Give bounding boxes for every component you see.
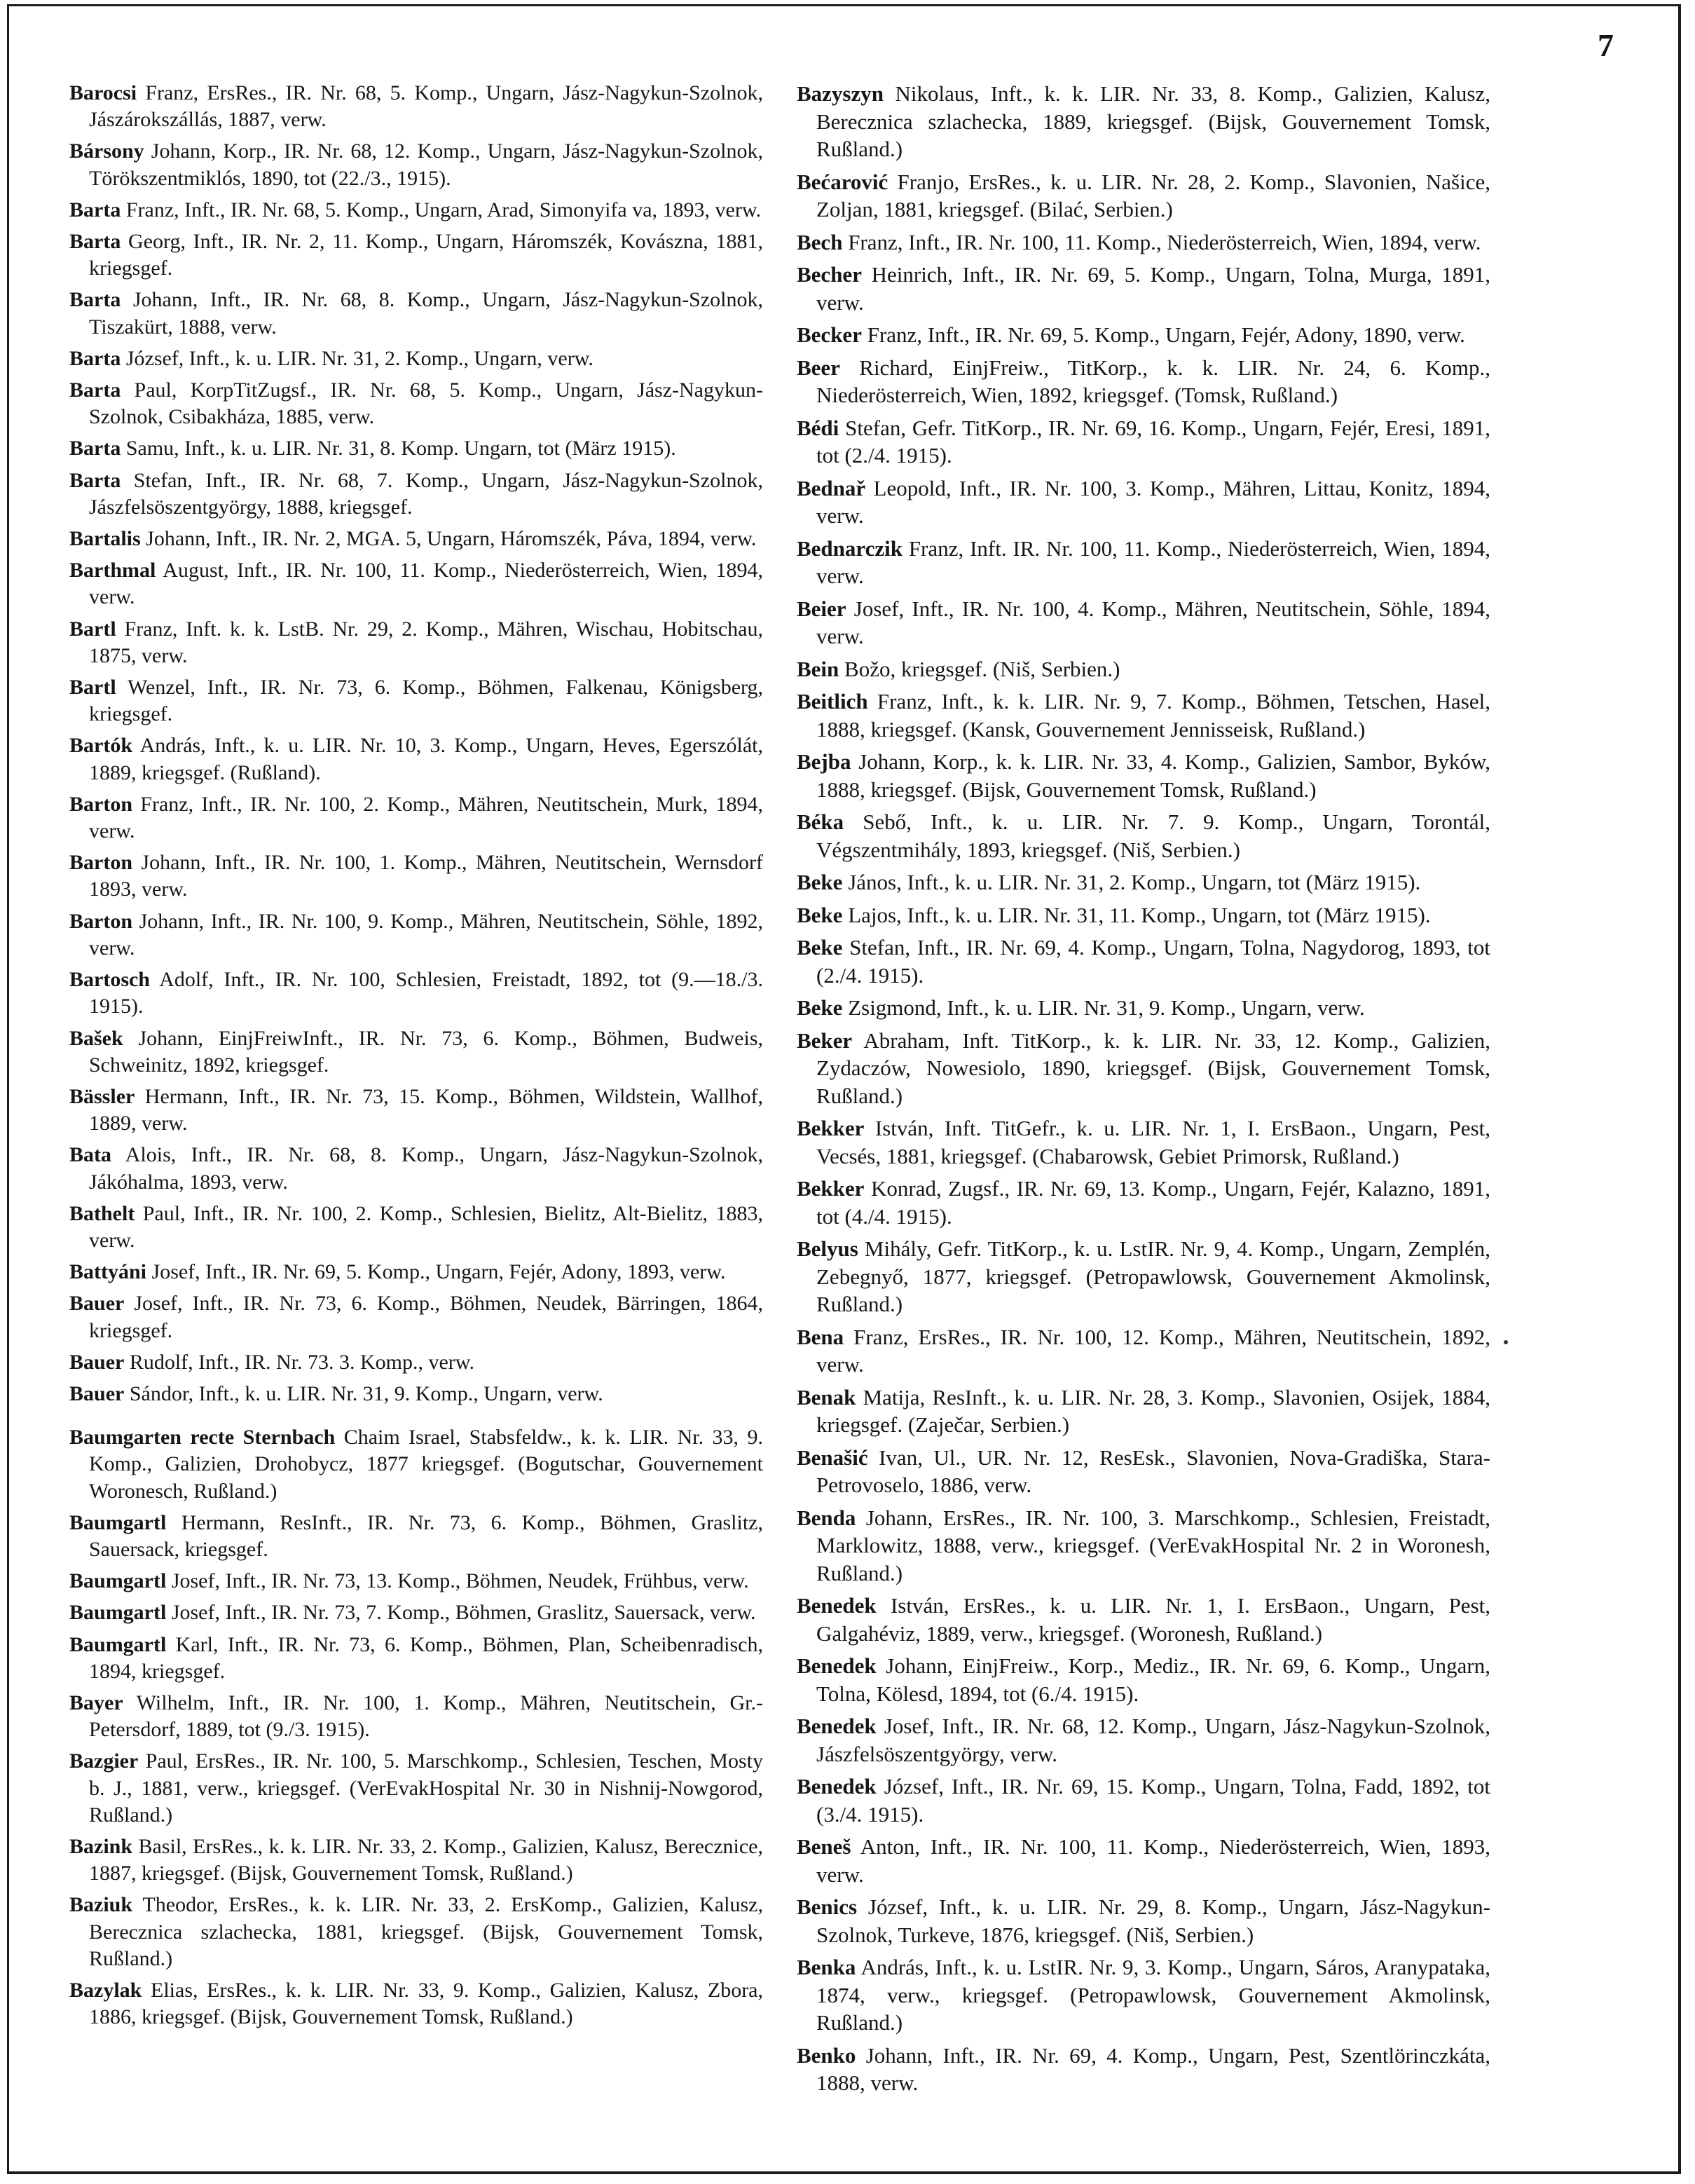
entry-details: András, Inft., k. u. LstIR. Nr. 9, 3. Komp., Ungarn, Sáros, Aranypataka, 1874, verw., kriegsgef. (Petropawlowsk, Gouvernement Akmolinsk, Rußland.) <box>816 1955 1490 2035</box>
entry-surname: Belyus <box>797 1236 858 1261</box>
entry-surname: Bazgier <box>69 1749 139 1773</box>
entry-surname: Bech <box>797 229 843 254</box>
register-entry <box>69 197 763 224</box>
entry-details: Hermann, Inft., IR. Nr. 73, 15. Komp., Böhmen, Wildstein, Wallhof, 1889, verw. <box>89 1084 763 1135</box>
entry-surname: Beke <box>797 870 843 894</box>
entry-surname: Benedek <box>797 1593 877 1618</box>
register-entry <box>69 1510 763 1563</box>
register-entry <box>69 1892 763 1972</box>
entry-surname: Barta <box>69 288 121 312</box>
entry-surname: Benedek <box>797 1774 877 1799</box>
register-entry <box>797 748 1490 803</box>
entry-details: András, Inft., k. u. LIR. Nr. 10, 3. Komp., Ungarn, Heves, Egerszólát, 1889, kriegsgef. (Rußland). <box>89 734 763 784</box>
register-entry <box>69 435 763 462</box>
entry-details: Heinrich, Inft., IR. Nr. 69, 5. Komp., Ungarn, Tolna, Murga, 1891, verw. <box>816 262 1490 315</box>
entry-details: Josef, Inft., IR. Nr. 73, 7. Komp., Böhmen, Graslitz, Sauersack, verw. <box>166 1601 756 1625</box>
entry-details: Josef, Inft., IR. Nr. 73, 6. Komp., Böhmen, Neudek, Bärringen, 1864, kriegsgef. <box>89 1292 763 1342</box>
entry-surname: Beitlich <box>797 689 868 714</box>
entry-surname: Barta <box>69 437 121 460</box>
register-entry <box>69 1834 763 1887</box>
entry-details: Chaim Israel, Stabsfeldw., k. k. LIR. Nr. 33, 9. Komp., Galizien, Drohobycz, 1877 kriegsgef. (Bogutschar, Gouvernement Woronesch, Rußland.) <box>89 1426 763 1503</box>
entry-surname: Beneš <box>797 1834 851 1859</box>
entry-details: Franz, Inft. k. k. LstB. Nr. 29, 2. Komp., Mähren, Wischau, Hobitschau, 1875, verw. <box>89 617 763 667</box>
register-entry <box>69 732 763 786</box>
register-entry <box>797 901 1490 929</box>
entry-details: Stefan, Inft., IR. Nr. 68, 7. Komp., Ungarn, Jász-Nagykun-Szolnok, Jászfelsöszentgyörgy, 1888, kriegsgef. <box>89 468 763 519</box>
entry-surname: Bauer <box>69 1381 125 1405</box>
register-entry <box>797 868 1490 896</box>
register-entry <box>797 1444 1490 1499</box>
register-entry <box>69 80 763 133</box>
entry-details: Josef, Inft., IR. Nr. 68, 12. Komp., Ungarn, Jász-Nagykun-Szolnok, Jászfelsöszentgyörgy, verw. <box>816 1714 1490 1766</box>
register-entry <box>797 1893 1490 1948</box>
entry-details: Nikolaus, Inft., k. k. LIR. Nr. 33, 8. Komp., Galizien, Kalusz, Berecznica szlachecka, 1889, kriegsgef. (Bijsk, Gouvernement Tomsk, Rußland.) <box>816 81 1490 161</box>
register-entry <box>797 655 1490 683</box>
entry-surname: Bein <box>797 656 839 681</box>
entry-details: Johann, EinjFreiw., Korp., Mediz., IR. Nr. 69, 6. Komp., Ungarn, Tolna, Kölesd, 1894, tot (6./4. 1915). <box>816 1653 1490 1706</box>
left-column <box>69 80 763 2035</box>
register-entry <box>69 138 763 191</box>
register-entry <box>797 414 1490 470</box>
entry-surname: Bećarović <box>797 169 888 194</box>
entry-surname: Bazylak <box>69 1979 142 2002</box>
entry-details: Richard, EinjFreiw., TitKorp., k. k. LIR. Nr. 24, 6. Komp., Niederösterreich, Wien, 1892, kriegsgef. (Tomsk, Rußland.) <box>816 355 1490 407</box>
entry-details: Alois, Inft., IR. Nr. 68, 8. Komp., Ungarn, Jász-Nagykun-Szolnok, Jákóhalma, 1893, verw. <box>89 1143 763 1194</box>
entry-details: Franz, Inft., IR. Nr. 100, 11. Komp., Niederösterreich, Wien, 1894, verw. <box>842 229 1481 254</box>
entry-surname: Beke <box>797 902 843 927</box>
entry-details: Adolf, Inft., IR. Nr. 100, Schlesien, Freistadt, 1892, tot (9.—18./3. 1915). <box>89 968 763 1018</box>
entry-surname: Barta <box>69 198 121 221</box>
entry-details: Josef, Inft., IR. Nr. 69, 5. Komp., Ungarn, Fejér, Adony, 1893, verw. <box>146 1260 726 1284</box>
register-entry <box>797 1592 1490 1647</box>
entry-surname: Bazink <box>69 1834 133 1858</box>
register-entry <box>797 1773 1490 1828</box>
entry-details: Franz, Inft. IR. Nr. 100, 11. Komp., Niederösterreich, Wien, 1894, verw. <box>816 535 1490 588</box>
entry-details: Johann, ErsRes., IR. Nr. 100, 3. Marschkomp., Schlesien, Freistadt, Marklowitz, 1888, verw., kriegsgef. (VerEvakHospital Nr. 2 in Woronesh, Rußland.) <box>816 1505 1490 1585</box>
register-entry <box>69 1599 763 1626</box>
register-entry <box>797 688 1490 743</box>
entry-surname: Bejba <box>797 749 851 774</box>
entry-details: Franz, ErsRes., IR. Nr. 68, 5. Komp., Ungarn, Jász-Nagykun-Szolnok, Jászárokszállás, 1887, verw. <box>89 81 763 132</box>
register-entry <box>69 1977 763 2031</box>
entry-details: Franz, Inft., k. k. LIR. Nr. 9, 7. Komp., Böhmen, Tetschen, Hasel, 1888, kriegsgef. (Kansk, Gouvernement Jennisseisk, Rußland.) <box>816 689 1490 742</box>
register-entry <box>69 1025 763 1079</box>
register-entry <box>69 1568 763 1595</box>
register-entry <box>69 616 763 669</box>
register-entry <box>69 791 763 845</box>
register-entry <box>797 535 1490 590</box>
entry-details: István, Inft. TitGefr., k. u. LIR. Nr. 1, I. ErsBaon., Ungarn, Pest, Vecsés, 1881, kriegsgef. (Chabarowsk, Gebiet Primorsk, Rußland.) <box>816 1116 1490 1168</box>
entry-surname: Bartl <box>69 617 116 641</box>
entry-surname: Benda <box>797 1505 856 1530</box>
entry-details: Lajos, Inft., k. u. LIR. Nr. 31, 11. Komp., Ungarn, tot (März 1915). <box>842 902 1431 927</box>
entry-surname: Baumgartl <box>69 1601 167 1625</box>
register-entry <box>69 908 763 962</box>
entry-surname: Becker <box>797 322 862 347</box>
entry-surname: Barta <box>69 230 121 254</box>
entry-details: Konrad, Zugsf., IR. Nr. 69, 13. Komp., Ungarn, Fejér, Kalazno, 1891, tot (4./4. 1915). <box>816 1176 1490 1229</box>
entry-surname: Bauer <box>69 1292 125 1316</box>
register-entry <box>797 321 1490 349</box>
entry-surname: Bazyszyn <box>797 81 884 106</box>
entry-surname: Barta <box>69 378 121 402</box>
register-entry <box>797 80 1490 163</box>
entry-details: István, ErsRes., k. u. LIR. Nr. 1, I. ErsBaon., Ungarn, Pest, Galgahéviz, 1889, verw., kriegsgef. (Woronesh, Rußland.) <box>816 1593 1490 1646</box>
entry-details: Hermann, ResInft., IR. Nr. 73, 6. Komp., Böhmen, Graslitz, Sauersack, kriegsgef. <box>89 1510 763 1561</box>
entry-details: Johann, Inft., IR. Nr. 100, 1. Komp., Mähren, Neutitschein, Wernsdorf 1893, verw. <box>89 851 763 901</box>
entry-details: János, Inft., k. u. LIR. Nr. 31, 2. Komp., Ungarn, tot (März 1915). <box>842 870 1421 894</box>
register-entry <box>797 934 1490 989</box>
entry-surname: Baumgartl <box>69 1510 167 1534</box>
register-entry <box>69 1632 763 1685</box>
register-entry <box>69 967 763 1020</box>
register-entry <box>69 557 763 610</box>
entry-details: Karl, Inft., IR. Nr. 73, 6. Komp., Böhmen, Plan, Scheibenradisch, 1894, kriegsgef. <box>89 1632 763 1683</box>
entry-details: Josef, Inft., IR. Nr. 100, 4. Komp., Mähren, Neutitschein, Söhle, 1894, verw. <box>816 596 1490 648</box>
entry-surname: Bartosch <box>69 968 150 992</box>
register-entry <box>69 1201 763 1254</box>
entry-surname: Benašić <box>797 1445 868 1470</box>
entry-details: Leopold, Inft., IR. Nr. 100, 3. Komp., Mähren, Littau, Konitz, 1894, verw. <box>816 475 1490 528</box>
entry-surname: Bartók <box>69 734 132 758</box>
entry-surname: Bena <box>797 1324 844 1349</box>
entry-details: Paul, Inft., IR. Nr. 100, 2. Komp., Schlesien, Bielitz, Alt-Bielitz, 1883, verw. <box>89 1201 763 1252</box>
entry-details: Matija, ResInft., k. u. LIR. Nr. 28, 3. Komp., Slavonien, Osijek, 1884, kriegsgef. (Zaječar, Serbien.) <box>816 1384 1490 1437</box>
register-entry <box>797 595 1490 650</box>
entry-details: Johann, Inft., IR. Nr. 2, MGA. 5, Ungarn, Háromszék, Páva, 1894, verw. <box>140 527 757 551</box>
entry-surname: Bédi <box>797 415 839 440</box>
entry-details: Franz, Inft., IR. Nr. 100, 2. Komp., Mähren, Neutitschein, Murk, 1894, verw. <box>89 792 763 843</box>
entry-details: Božo, kriegsgef. (Niš, Serbien.) <box>839 656 1120 681</box>
entry-surname: Barthmal <box>69 559 156 582</box>
entry-details: Franz, Inft., IR. Nr. 69, 5. Komp., Ungarn, Fejér, Adony, 1890, verw. <box>861 322 1465 347</box>
entry-details: Johann, EinjFreiwInft., IR. Nr. 73, 6. Komp., Böhmen, Budweis, Schweinitz, 1892, kriegsgef. <box>89 1026 763 1077</box>
entry-details: Johann, Korp., k. k. LIR. Nr. 33, 4. Komp., Galizien, Sambor, Byków, 1888, kriegsgef. (Bijsk, Gouvernement Tomsk, Rußland.) <box>816 749 1490 802</box>
register-entry <box>69 1424 763 1505</box>
register-entry <box>69 228 763 282</box>
register-entry <box>69 674 763 728</box>
entry-surname: Beer <box>797 355 840 380</box>
entry-details: Stefan, Inft., IR. Nr. 69, 4. Komp., Ungarn, Tolna, Nagydorog, 1893, tot (2./4. 1915). <box>816 935 1490 988</box>
entry-details: Paul, KorpTitZugsf., IR. Nr. 68, 5. Komp., Ungarn, Jász-Nagykun-Szolnok, Csibakháza, 1885, verw. <box>89 378 763 429</box>
entry-surname: Bauer <box>69 1350 125 1374</box>
entry-surname: Bata <box>69 1143 111 1167</box>
entry-surname: Bekker <box>797 1116 865 1140</box>
entry-details: August, Inft., IR. Nr. 100, 11. Komp., Niederösterreich, Wien, 1894, verw. <box>89 559 763 609</box>
entry-details: József, Inft., k. u. LIR. Nr. 29, 8. Komp., Ungarn, Jász-Nagykun-Szolnok, Turkeve, 1876, kriegsgef. (Niš, Serbien.) <box>816 1895 1490 1947</box>
register-entry <box>797 1235 1490 1318</box>
register-entry <box>69 467 763 521</box>
register-entry <box>69 346 763 372</box>
register-entry <box>69 1381 763 1407</box>
register-entry <box>797 1175 1490 1230</box>
register-entry <box>797 261 1490 316</box>
entry-details: Sándor, Inft., k. u. LIR. Nr. 31, 9. Komp., Ungarn, verw. <box>124 1381 603 1405</box>
entry-surname: Bartalis <box>69 527 141 551</box>
register-entry <box>797 228 1490 257</box>
register-entry <box>797 1652 1490 1707</box>
entry-surname: Bednarczik <box>797 535 903 561</box>
entry-surname: Bartl <box>69 676 116 699</box>
entry-surname: Barton <box>69 909 132 933</box>
register-entry <box>797 475 1490 530</box>
entry-surname: Bekker <box>797 1176 865 1201</box>
register-entry <box>69 1349 763 1376</box>
entry-details: Franz, Inft., IR. Nr. 68, 5. Komp., Ungarn, Arad, Simonyifa va, 1893, verw. <box>121 198 762 221</box>
register-entry <box>69 1142 763 1195</box>
entry-details: Ivan, Ul., UR. Nr. 12, ResEsk., Slavonien, Nova-Gradiška, Stara-Petrovoselo, 1886, verw. <box>816 1445 1490 1497</box>
register-entry <box>797 2042 1490 2097</box>
register-entry <box>69 1259 763 1285</box>
entry-surname: Benko <box>797 2042 856 2068</box>
entry-details: Johann, Korp., IR. Nr. 68, 12. Komp., Ungarn, Jász-Nagykun-Szolnok, Törökszentmiklós, 1890, tot (22./3., 1915). <box>89 139 763 190</box>
entry-surname: Benka <box>797 1955 856 1979</box>
register-entry <box>797 994 1490 1022</box>
right-column <box>797 80 1490 2102</box>
entry-surname: Beke <box>797 995 843 1020</box>
register-entry <box>69 1084 763 1137</box>
entry-details: Abraham, Inft. TitKorp., k. k. LIR. Nr. 33, 12. Komp., Galizien, Zydaczów, Nowesiolo, 1890, kriegsgef. (Bijsk, Gouvernement Tomsk, Rußland.) <box>816 1028 1490 1108</box>
entry-details: Zsigmond, Inft., k. u. LIR. Nr. 31, 9. Komp., Ungarn, verw. <box>842 995 1365 1020</box>
entry-details: Johann, Inft., IR. Nr. 69, 4. Komp., Ungarn, Pest, Szentlörinczkáta, 1888, verw. <box>816 2042 1490 2095</box>
entry-details: József, Inft., k. u. LIR. Nr. 31, 2. Komp., Ungarn, verw. <box>121 346 593 370</box>
entry-details: Sebő, Inft., k. u. LIR. Nr. 7. 9. Komp., Ungarn, Torontál, Végszentmihály, 1893, kriegsgef. (Niš, Serbien.) <box>816 810 1490 862</box>
entry-details: Anton, Inft., IR. Nr. 100, 11. Komp., Niederösterreich, Wien, 1893, verw. <box>816 1834 1490 1887</box>
entry-surname: Becher <box>797 262 862 287</box>
entry-details: Stefan, Gefr. TitKorp., IR. Nr. 69, 16. Komp., Ungarn, Fejér, Eresi, 1891, tot (2./4. 1915). <box>816 415 1490 467</box>
register-entry <box>69 287 763 340</box>
entry-details: Rudolf, Inft., IR. Nr. 73. 3. Komp., verw. <box>124 1350 475 1374</box>
entry-surname: Beker <box>797 1028 853 1053</box>
entry-surname: Benics <box>797 1895 858 1919</box>
register-entry <box>797 1027 1490 1110</box>
register-entry <box>797 1833 1490 1888</box>
entry-details: Wilhelm, Inft., IR. Nr. 100, 1. Komp., Mähren, Neutitschein, Gr.-Petersdorf, 1889, tot (9./3. 1915). <box>89 1691 763 1742</box>
entry-details: Franjo, ErsRes., k. u. LIR. Nr. 28, 2. Komp., Slavonien, Našice, Zoljan, 1881, kriegsgef. (Bilać, Serbien.) <box>816 169 1490 221</box>
entry-details: Wenzel, Inft., IR. Nr. 73, 6. Komp., Böhmen, Falkenau, Königsberg, kriegsgef. <box>89 676 763 726</box>
entry-surname: Barton <box>69 851 132 875</box>
register-entry <box>69 526 763 552</box>
register-entry <box>797 354 1490 409</box>
register-entry <box>797 1323 1490 1379</box>
entry-details: Theodor, ErsRes., k. k. LIR. Nr. 33, 2. ErsKomp., Galizien, Kalusz, Berecznica szlachecka, 1881, kriegsgef. (Bijsk, Gouvernement Tomsk, Rußland.) <box>89 1893 763 1970</box>
register-entry <box>69 1690 763 1743</box>
entry-surname: Baumgartl <box>69 1569 167 1593</box>
entry-details: Johann, Inft., IR. Nr. 100, 9. Komp., Mähren, Neutitschein, Söhle, 1892, verw. <box>89 909 763 960</box>
entry-surname: Barta <box>69 346 121 370</box>
register-entry <box>797 1953 1490 2037</box>
entry-details: József, Inft., IR. Nr. 69, 15. Komp., Ungarn, Tolna, Fadd, 1892, tot (3./4. 1915). <box>816 1774 1490 1827</box>
entry-details: Elias, ErsRes., k. k. LIR. Nr. 33, 9. Komp., Galizien, Kalusz, Zbora, 1886, kriegsgef. (Bijsk, Gouvernement Tomsk, Rußland.) <box>89 1979 763 2029</box>
entry-details: Mihály, Gefr. TitKorp., k. u. LstIR. Nr. 9, 4. Komp., Ungarn, Zemplén, Zebegnyő, 1877, kriegsgef. (Petropawlowsk, Gouvernement Akmolinsk, Rußland.) <box>816 1236 1490 1316</box>
entry-surname: Barta <box>69 468 121 492</box>
entry-surname: Bednař <box>797 475 866 500</box>
entry-surname: Benedek <box>797 1653 877 1678</box>
entry-surname: Baumgartl <box>69 1632 167 1656</box>
entry-surname: Beier <box>797 596 846 621</box>
entry-surname: Battyáni <box>69 1260 147 1284</box>
register-entry <box>69 849 763 903</box>
entry-surname: Bathelt <box>69 1201 135 1225</box>
register-entry <box>69 1290 763 1344</box>
register-entry <box>69 1748 763 1829</box>
page-number: 7 <box>1598 27 1614 63</box>
entry-surname: Baumgarten recte Sternbach <box>69 1426 336 1449</box>
entry-details: Josef, Inft., IR. Nr. 73, 13. Komp., Böhmen, Neudek, Frühbus, verw. <box>166 1569 749 1593</box>
entry-details: Samu, Inft., k. u. LIR. Nr. 31, 8. Komp. Ungarn, tot (März 1915). <box>121 437 676 460</box>
entry-details: Johann, Inft., IR. Nr. 68, 8. Komp., Ungarn, Jász-Nagykun-Szolnok, Tiszakürt, 1888, verw. <box>89 288 763 339</box>
register-entry <box>69 377 763 430</box>
entry-surname: Beke <box>797 935 843 960</box>
ink-speck <box>1504 1340 1508 1344</box>
entry-details: Basil, ErsRes., k. k. LIR. Nr. 33, 2. Komp., Galizien, Kalusz, Berecznice, 1887, kriegsgef. (Bijsk, Gouvernement Tomsk, Rußland.) <box>89 1834 763 1885</box>
entry-details: Franz, ErsRes., IR. Nr. 100, 12. Komp., Mähren, Neutitschein, 1892, verw. <box>816 1324 1490 1377</box>
entry-surname: Bayer <box>69 1691 123 1714</box>
entry-surname: Barocsi <box>69 81 137 104</box>
register-entry <box>797 1712 1490 1768</box>
entry-details: Paul, ErsRes., IR. Nr. 100, 5. Marschkomp., Schlesien, Teschen, Mosty b. J., 1881, verw., kriegsgef. (VerEvakHospital Nr. 30 in Nishnij-Nowgorod, Rußland.) <box>89 1749 763 1827</box>
entry-surname: Benedek <box>797 1714 877 1738</box>
entry-surname: Béka <box>797 810 844 834</box>
entry-surname: Bässler <box>69 1084 135 1108</box>
register-entry <box>797 1114 1490 1170</box>
entry-details: Georg, Inft., IR. Nr. 2, 11. Komp., Ungarn, Háromszék, Kovászna, 1881, kriegsgef. <box>89 230 763 280</box>
entry-surname: Bašek <box>69 1026 123 1050</box>
register-entry <box>797 1504 1490 1588</box>
register-entry <box>797 808 1490 864</box>
register-entry <box>797 1384 1490 1439</box>
entry-surname: Baziuk <box>69 1893 133 1917</box>
register-entry <box>797 168 1490 224</box>
entry-surname: Benak <box>797 1384 856 1410</box>
entry-surname: Bársony <box>69 139 144 163</box>
entry-surname: Barton <box>69 792 132 816</box>
